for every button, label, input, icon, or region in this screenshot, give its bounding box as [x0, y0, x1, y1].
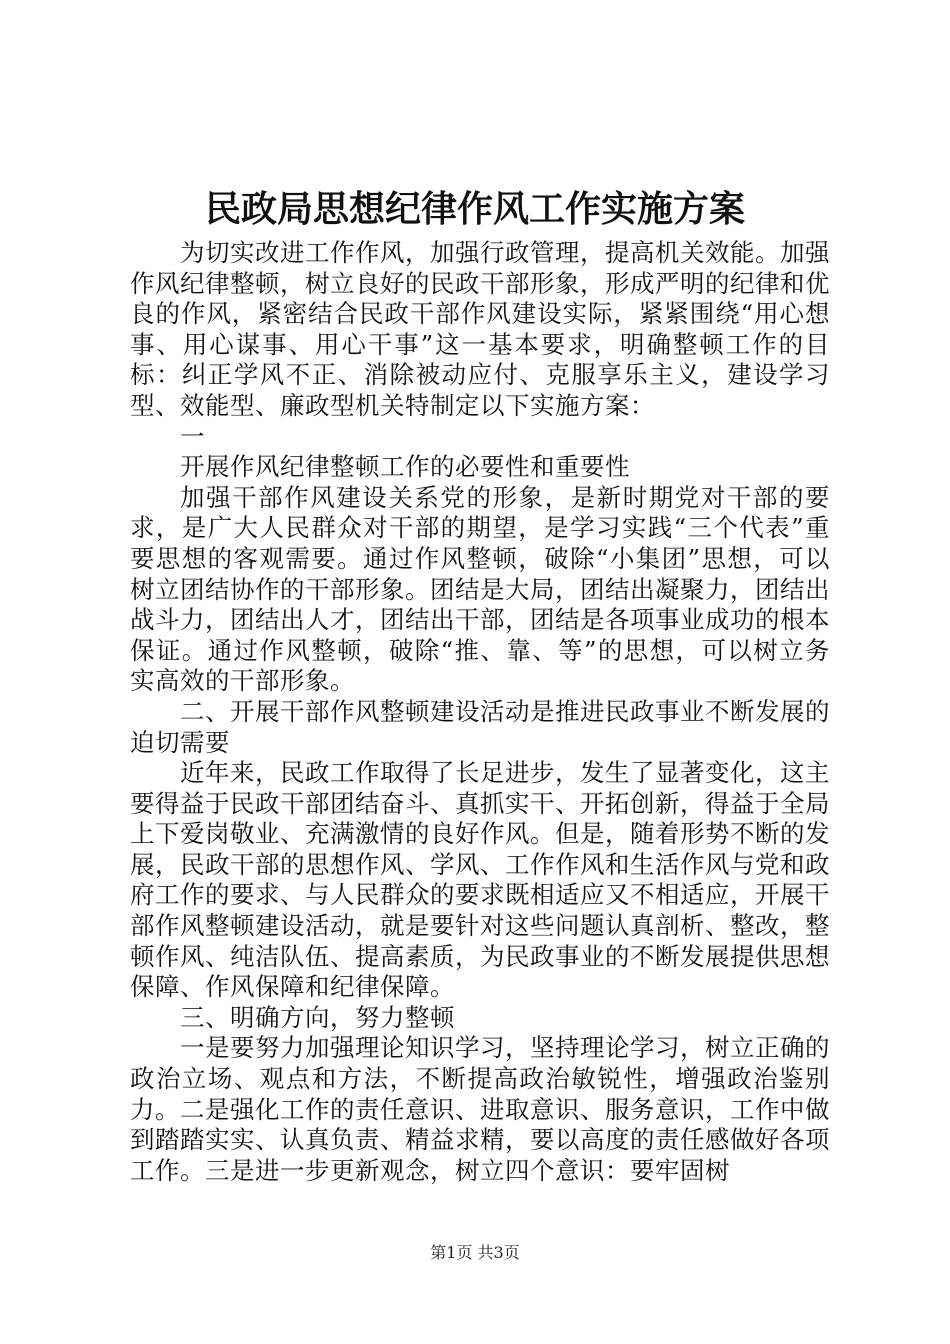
section-heading-2: 二、开展干部作风整顿建设活动是推进民政事业不断发展的迫切需要	[130, 696, 830, 757]
document-body	[130, 238, 830, 1186]
document-title: 民政局思想纪律作风工作实施方案	[204, 188, 745, 230]
paragraph-section-2: 近年来，民政工作取得了长足进步，发生了显著变化，这主要得益于民政干部团结奋斗、真抓实干、开拓创新，得益于全局上下爱岗敬业、充满激情的良好作风。但是，随着形势不断的发展，民政干部的思想作风、学风、工作作风和生活作风与党和政府工作的要求、与人民群众的要求既相适应又不相适应，开展干部作风整顿建设活动，就是要针对这些问题认真剖析、整改，整顿作风、纯洁队伍、提高素质，为民政事业的不断发展提供思想保障、作风保障和纪律保障。	[130, 758, 830, 1002]
section-number-one: 一	[180, 421, 205, 451]
paragraph-section-1: 加强干部作风建设关系党的形象，是新时期党对干部的要求，是广大人民群众对干部的期望，是学习实践“三个代表”重要思想的客观需要。通过作风整顿，破除“小集团”思想，可以树立团结协作的干部形象。团结是大局，团结出凝聚力，团结出战斗力，团结出人才，团结出干部，团结是各项事业成功的根本保证。通过作风整顿，破除“推、靠、等”的思想，可以树立务实高效的干部形象。	[130, 482, 830, 696]
section-heading-3: 三、明确方向，努力整顿	[180, 1002, 455, 1032]
section-heading-1: 开展作风纪律整顿工作的必要性和重要性	[180, 452, 630, 482]
paragraph-intro: 为切实改进工作作风，加强行政管理，提高机关效能。加强作风纪律整顿，树立良好的民政干部形象，形成严明的纪律和优良的作风，紧密结合民政干部作风建设实际，紧紧围绕“用心想事、用心谋事、用心干事”这一基本要求，明确整顿工作的目标：纠正学风不正、消除被动应付、克服享乐主义，建设学习型、效能型、廉政型机关特制定以下实施方案：	[130, 238, 830, 420]
page-footer: 第1页 共3页	[430, 1243, 520, 1262]
paragraph-section-3: 一是要努力加强理论知识学习，坚持理论学习，树立正确的政治立场、观点和方法，不断提高政治敏锐性，增强政治鉴别力。二是强化工作的责任意识、进取意识、服务意识，工作中做到踏踏实实、认真负责、精益求精，要以高度的责任感做好各项工作。三是进一步更新观念，树立四个意识：要牢固树	[130, 1033, 830, 1185]
